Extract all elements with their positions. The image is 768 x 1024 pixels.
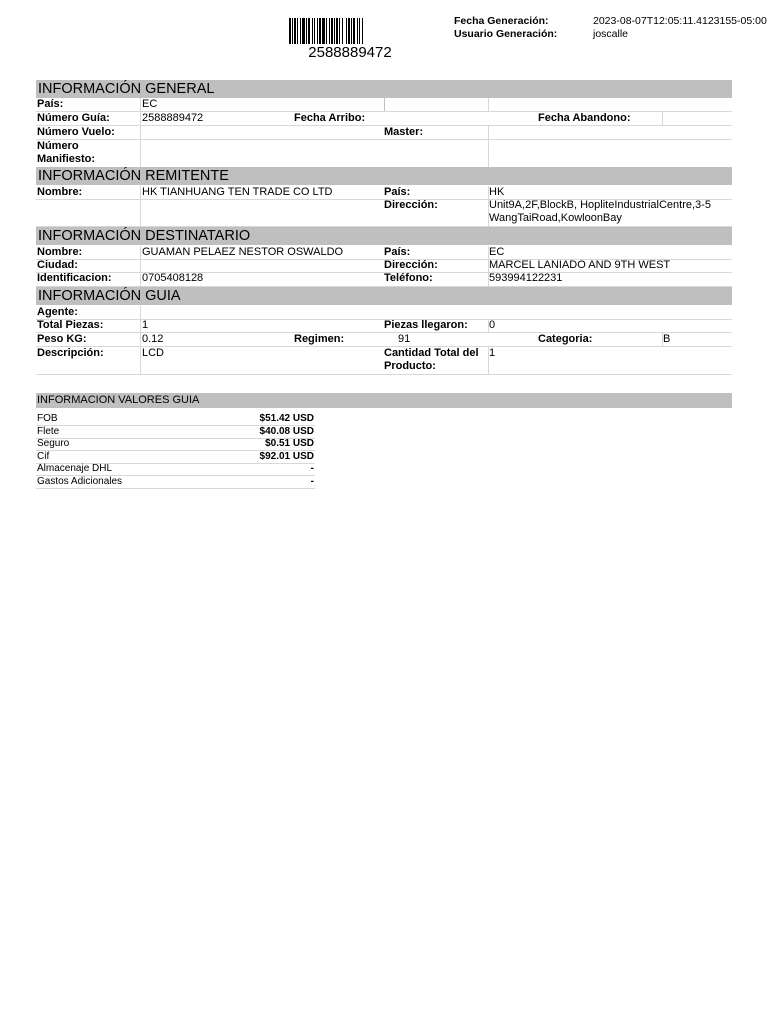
valores-value: $51.42 USD [259,413,314,424]
row-pais [36,98,732,112]
valores-label: Cif [37,451,50,462]
destinatario-pais-value: EC [489,246,505,258]
row-numero-guia [36,112,732,126]
usuario-generacion-value: joscalle [593,28,629,40]
pais-value: EC [142,98,158,110]
categoria-label: Categoria: [538,333,593,345]
numero-vuelo-label: Número Vuelo: [37,126,115,138]
fecha-abandono-label: Fecha Abandono: [538,112,631,124]
row-total-piezas [36,319,732,333]
fecha-generacion-label: Fecha Generación: [454,15,549,27]
valores-value: - [310,476,314,487]
section-general-title: INFORMACIÓN GENERAL [36,80,732,98]
destinatario-telefono-label: Teléfono: [384,272,433,284]
remitente-pais-value: HK [489,186,505,198]
remitente-direccion-value-1: Unit9A,2F,BlockB, HopliteIndustrialCentre,3-5 [489,199,711,211]
valores-label: Seguro [37,438,70,449]
cantidad-value: 1 [489,347,496,359]
section-valores-title: INFORMACION VALORES GUIA [36,393,732,408]
cantidad-label-2: Producto: [384,360,436,372]
barcode-number: 2588889472 [308,44,392,61]
valores-row-gastos [36,476,315,489]
row-destinatario-nombre [36,246,732,260]
destinatario-telefono-value: 593994122231 [489,272,563,284]
destinatario-direccion-value: MARCEL LANIADO AND 9TH WEST [489,259,671,271]
remitente-pais-label: País: [384,186,411,198]
valores-label: FOB [37,413,58,424]
row-numero-manifiesto [36,140,732,168]
row-destinatario-identificacion [36,272,732,287]
remitente-nombre-value: HK TIANHUANG TEN TRADE CO LTD [142,186,333,198]
peso-label: Peso KG: [37,333,87,345]
total-piezas-label: Total Piezas: [37,319,104,331]
valores-value: $0.51 USD [265,438,314,449]
agente-label: Agente: [37,306,78,318]
valores-label: Gastos Adicionales [37,476,123,487]
destinatario-nombre-value: GUAMAN PELAEZ NESTOR OSWALDO [142,246,344,258]
row-remitente-direccion [36,199,732,227]
numero-manifiesto-label-1: Número [37,140,79,152]
numero-manifiesto-label-2: Manifiesto: [37,153,96,165]
remitente-direccion-label: Dirección: [384,199,438,211]
fecha-generacion-value: 2023-08-07T12:05:11.4123155-05:00 [593,15,767,27]
destinatario-pais-label: País: [384,246,411,258]
valores-label: Flete [37,426,60,437]
valores-label: Almacenaje DHL [37,463,113,474]
valores-row-almacenaje [36,463,315,476]
pais-label: País: [37,98,64,110]
categoria-value: B [663,333,671,345]
cantidad-label-1: Cantidad Total del [384,347,479,359]
numero-guia-label: Número Guía: [37,112,110,124]
row-agente [36,306,732,320]
valores-row-seguro [36,438,315,451]
remitente-nombre-label: Nombre: [37,186,83,198]
section-remitente-title: INFORMACIÓN REMITENTE [36,167,732,185]
section-guia-title: INFORMACIÓN GUIA [36,287,732,305]
row-numero-vuelo [36,126,732,140]
fecha-arribo-label: Fecha Arribo: [294,112,366,124]
numero-guia-value: 2588889472 [142,112,204,124]
usuario-generacion-label: Usuario Generación: [454,28,558,40]
destinatario-nombre-label: Nombre: [37,246,83,258]
valores-value: $92.01 USD [259,451,314,462]
destinatario-identificacion-value: 0705408128 [142,272,204,284]
row-destinatario-ciudad [36,259,732,273]
valores-value: $40.08 USD [259,426,314,437]
row-descripcion [36,347,732,375]
valores-row-fob [36,413,315,426]
regimen-label: Regimen: [294,333,345,345]
peso-value: 0.12 [142,333,164,345]
barcode-image [289,18,411,44]
destinatario-direccion-label: Dirección: [384,259,438,271]
row-remitente-nombre [36,186,732,200]
remitente-direccion-value-2: WangTaiRoad,KowloonBay [489,212,622,224]
master-label: Master: [384,126,424,138]
descripcion-value: LCD [142,347,165,359]
descripcion-label: Descripción: [37,347,104,359]
destinatario-ciudad-label: Ciudad: [37,259,78,271]
regimen-value: 91 [398,333,411,345]
total-piezas-value: 1 [142,319,149,331]
destinatario-identificacion-label: Identificacion: [37,272,112,284]
piezas-llegaron-value: 0 [489,319,496,331]
valores-value: - [310,463,314,474]
row-peso [36,333,732,347]
piezas-llegaron-label: Piezas llegaron: [384,319,468,331]
section-destinatario-title: INFORMACIÓN DESTINATARIO [36,227,732,245]
